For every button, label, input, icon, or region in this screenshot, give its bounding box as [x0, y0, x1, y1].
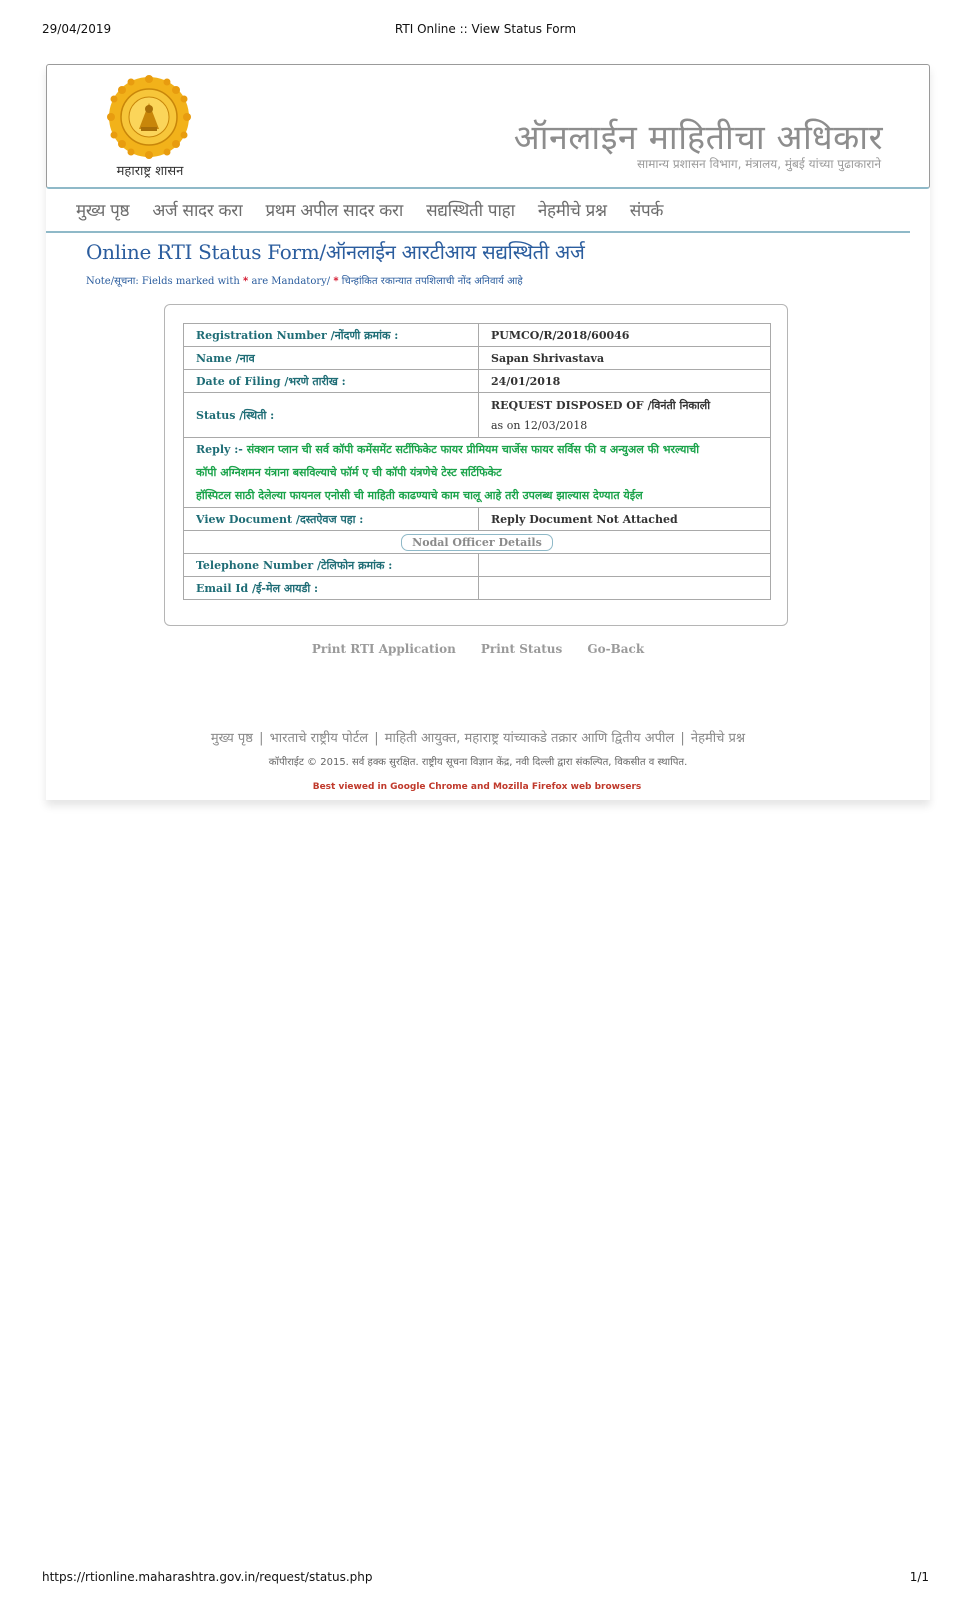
reply-line-1: संक्शन प्लान ची सर्व कॉपी कमेंसमेंट सर्टीफिकेट फायर प्रीमियम चार्जेस फायर सर्विस फी व अन्युअल फी भरल्याची	[246, 443, 700, 456]
browser-recommendation: Best viewed in Google Chrome and Mozilla Firefox web browsers	[312, 782, 642, 792]
rti-page	[46, 64, 930, 800]
footer-separator: |	[680, 731, 685, 746]
footer-link-faq[interactable]: नेहमीचे प्रश्न	[690, 731, 746, 746]
nav-submit-first-appeal[interactable]: प्रथम अपील सादर करा	[265, 201, 404, 221]
table-row	[184, 531, 771, 554]
document-value: Reply Document Not Attached	[479, 508, 771, 531]
status-value: REQUEST DISPOSED OF /विनंती निकाली	[491, 399, 711, 412]
action-links	[46, 638, 910, 657]
footer-separator: |	[374, 731, 379, 746]
main-navigation	[76, 198, 681, 228]
required-star-icon: *	[333, 276, 339, 287]
mandatory-note	[86, 273, 523, 287]
table-row	[184, 438, 771, 508]
status-date: as on 12/03/2018	[491, 419, 588, 432]
filing-date-label: Date of Filing /भरणे तारीख :	[184, 370, 479, 393]
registration-label: Registration Number /नोंदणी क्रमांक :	[184, 324, 479, 347]
form-title: Online RTI Status Form/ऑनलाईन आरटीआय सद्यस्थिती अर्ज	[86, 240, 585, 264]
filing-date-value: 24/01/2018	[479, 370, 771, 393]
note-suffix: चिन्हांकित रकान्यात तपशिलाची नोंद अनिवार्य आहे	[341, 276, 523, 287]
print-rti-application-link[interactable]: Print RTI Application	[311, 642, 456, 656]
required-star-icon: *	[243, 276, 249, 287]
nav-contact[interactable]: संपर्क	[629, 201, 664, 221]
print-page-title: RTI Online :: View Status Form	[394, 22, 577, 36]
table-row	[184, 393, 771, 438]
print-header	[42, 22, 929, 40]
nav-submit-request[interactable]: अर्ज सादर करा	[152, 201, 243, 221]
nodal-heading-cell	[184, 531, 771, 554]
table-row	[184, 347, 771, 370]
status-label: Status /स्थिती :	[184, 393, 479, 438]
reply-cell	[184, 438, 771, 508]
nav-faq[interactable]: नेहमीचे प्रश्न	[537, 201, 607, 221]
status-panel	[164, 304, 788, 626]
name-label: Name /नाव	[184, 347, 479, 370]
print-url: https://rtionline.maharashtra.gov.in/request/status.php	[42, 1570, 373, 1584]
footer-link-home[interactable]: मुख्य पृष्ठ	[210, 731, 253, 746]
nav-home[interactable]: मुख्य पृष्ठ	[76, 201, 130, 221]
email-label: Email Id /ई-मेल आयडी :	[184, 577, 479, 600]
footer-link-complaint-appeal[interactable]: माहिती आयुक्त, महाराष्ट्र यांच्याकडे तक्रार आणि द्वितीय अपील	[384, 731, 675, 746]
footer-link-national-portal[interactable]: भारताचे राष्ट्रीय पोर्टल	[269, 731, 369, 746]
print-page-number: 1/1	[909, 1570, 929, 1584]
telephone-value	[479, 554, 771, 577]
reply-label: Reply :-	[196, 443, 243, 456]
nav-view-status[interactable]: सद्यस्थिती पाहा	[426, 201, 515, 221]
print-footer	[42, 1570, 929, 1588]
print-status-link[interactable]: Print Status	[480, 642, 563, 656]
reply-line-2: कॉपी अग्निशमन यंत्राना बसविल्याचे फॉर्म ए ची कॉपी यंत्रणेचे टेस्ट सर्टिफिकेट	[196, 466, 502, 479]
status-table	[183, 323, 771, 600]
registration-value: PUMCO/R/2018/60046	[479, 324, 771, 347]
nodal-officer-heading: Nodal Officer Details	[401, 534, 553, 551]
table-row	[184, 370, 771, 393]
table-row	[184, 554, 771, 577]
copyright-text: कॉपीराईट © 2015. सर्व हक्क सुरक्षित. राष्ट्रीय सूचना विज्ञान केंद्र, नवी दिल्ली द्वारा संकल्पित, विकसीत व स्थापित.	[268, 757, 688, 768]
nav-divider	[46, 231, 910, 233]
maharashtra-emblem-icon	[105, 73, 193, 161]
table-row	[184, 577, 771, 600]
footer-links	[46, 728, 910, 746]
email-value	[479, 577, 771, 600]
status-value-cell	[479, 393, 771, 438]
site-subtitle: सामान्य प्रशासन विभाग, मंत्रालय, मुंबई यांच्या पुढाकाराने	[637, 157, 881, 171]
footer-separator: |	[259, 731, 264, 746]
note-middle: are Mandatory/	[251, 276, 331, 287]
telephone-label: Telephone Number /टेलिफोन क्रमांक :	[184, 554, 479, 577]
name-value: Sapan Shrivastava	[479, 347, 771, 370]
note-prefix: Note/सूचना: Fields marked with	[86, 276, 240, 287]
emblem-caption: महाराष्ट्र शासन	[116, 164, 184, 179]
site-banner	[46, 64, 930, 189]
table-row	[184, 324, 771, 347]
reply-line-3: हॉस्पिटल साठी देलेल्या फायनल एनोसी ची माहिती काढण्याचे काम चालू आहे तरी उपलब्ध झाल्यास देण्यात येईल	[196, 489, 643, 502]
print-date: 29/04/2019	[42, 22, 112, 36]
site-title: ऑनलाईन माहितीचा अधिकार	[513, 118, 883, 158]
document-label: View Document /दस्तऐवज पहा :	[184, 508, 479, 531]
go-back-link[interactable]: Go-Back	[587, 642, 645, 656]
table-row	[184, 508, 771, 531]
